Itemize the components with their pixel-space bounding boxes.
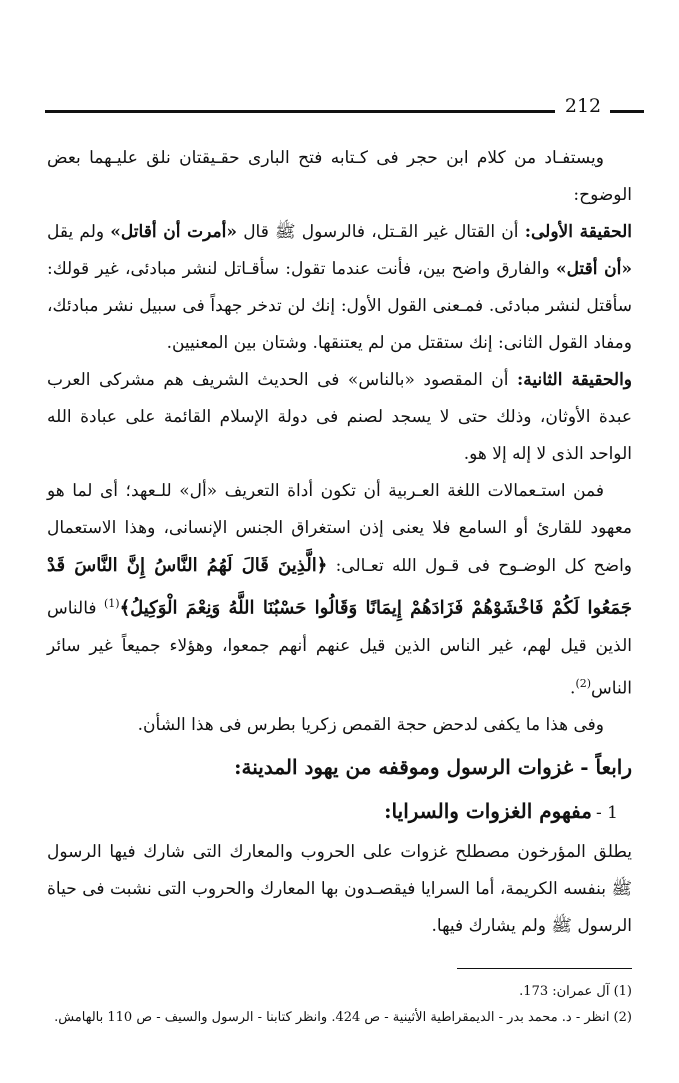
article-text-1: فمن استـعمالات اللغة العـربية أن تكون أداة التعريف «أل» للـعهد؛ أى لما هو معهود للقارئ أو السامع فلا يعنى إذن استغراق الجنس الإنسانى، وهذا الاستعمال واضح كل الوضـوح فى قـول الله تعـالى: [47, 481, 633, 576]
article-text-2: فالناس الذين قيل لهم، غير الناس الذين قيل عنهم أنهم جمعوا، وهؤلاء جميعاً غير سائر الناس [47, 598, 632, 699]
header-rule [45, 110, 555, 113]
page-number: 212 [564, 95, 602, 117]
section-heading: رابعاً - غزوات الرسول وموقفه من يهود المدينة: [234, 755, 632, 780]
article-text-3: . [570, 678, 576, 699]
page-header [45, 95, 645, 123]
paragraph-second-fact [47, 362, 632, 473]
second-fact-text: أن المقصود «بالناس» فى الحديث الشريف هم مشركى العرب عبدة الأوثان، وذلك حتى لا يسجد لصنم فى دولة الإسلام القائمة على عبادة الله الواحد الذى لا إله إلا هو. [47, 370, 632, 464]
footnotes [47, 968, 632, 1031]
subsection-title: مفهوم الغزوات والسرايا: [384, 799, 593, 824]
first-fact-text-3: والفارق واضح بين، فأنت عندما تقول: سأقـاتل لنشر مبادئى، غير قولك: سأقتل لنشر مبادئى. فمـعنى القول الأول: إنك لن تدخر جهداً فى سبيل نشر مبادئك، ومفاد القول الثانى: إنك ستقتل من لم يعتنقها. وشتان بين المعنيين. [47, 259, 632, 353]
quran-verse: ﴿الَّذِينَ قَالَ لَهُمُ النَّاسُ إِنَّ النَّاسَ قَدْ جَمَعُوا لَكُمْ فَاخْشَوْهُمْ فَزَادَهُمْ إِيمَانًا وَقَالُوا حَسْبُنَا اللَّهُ وَنِعْمَ الْوَكِيلُ﴾ [47, 555, 632, 619]
hadith-quote-1: «أمرت أن أقاتل» [110, 222, 238, 242]
paragraph-definite-article [47, 473, 632, 707]
first-fact-lead: الحقيقة الأولى: [524, 222, 632, 242]
hadith-quote-2: «أن أقتل» [555, 259, 632, 279]
footnote-rule [457, 968, 632, 969]
page-body [47, 140, 632, 945]
footnote-ref-1[interactable]: (1) [103, 597, 120, 610]
paragraph-conclusion: وفى هذا ما يكفى لدحض حجة القمص زكريا بطرس فى هذا الشأن. [137, 715, 604, 736]
second-fact-lead: والحقيقة الثانية: [517, 370, 632, 390]
first-fact-text-1: أن القتال غير القـتل، فالرسول ﷺ قال [237, 222, 525, 242]
footnote-2: (2) انظر - د. محمد بدر - الديمقراطية الأثينية - ص 424. وانظر كتابنا - الرسول والسيف - ص 110 بالهامش. [54, 1010, 632, 1025]
paragraph-first-fact [47, 214, 632, 362]
paragraph-intro: ويستفـاد من كلام ابن حجر فى كـتابه فتح البارى حقـيقتان نلق عليـهما بعض الوضوح: [47, 148, 632, 205]
first-fact-text-2: ولم يقل [47, 222, 111, 242]
header-rule-short [610, 110, 644, 113]
subsection-number: 1 - [596, 803, 618, 824]
subsection-heading [47, 790, 632, 834]
paragraph-ghazawat: يطلق المؤرخون مصطلح غزوات على الحروب والمعارك التى شارك فيها الرسول ﷺ بنفسه الكريمة، أما السرايا فيقصـدون بها المعارك والحروب التى نشبت فى حياة الرسول ﷺ ولم يشارك فيها. [47, 842, 632, 937]
footnote-1: (1) آل عمران: 173. [519, 984, 632, 999]
footnote-ref-2[interactable]: (2) [575, 676, 592, 690]
